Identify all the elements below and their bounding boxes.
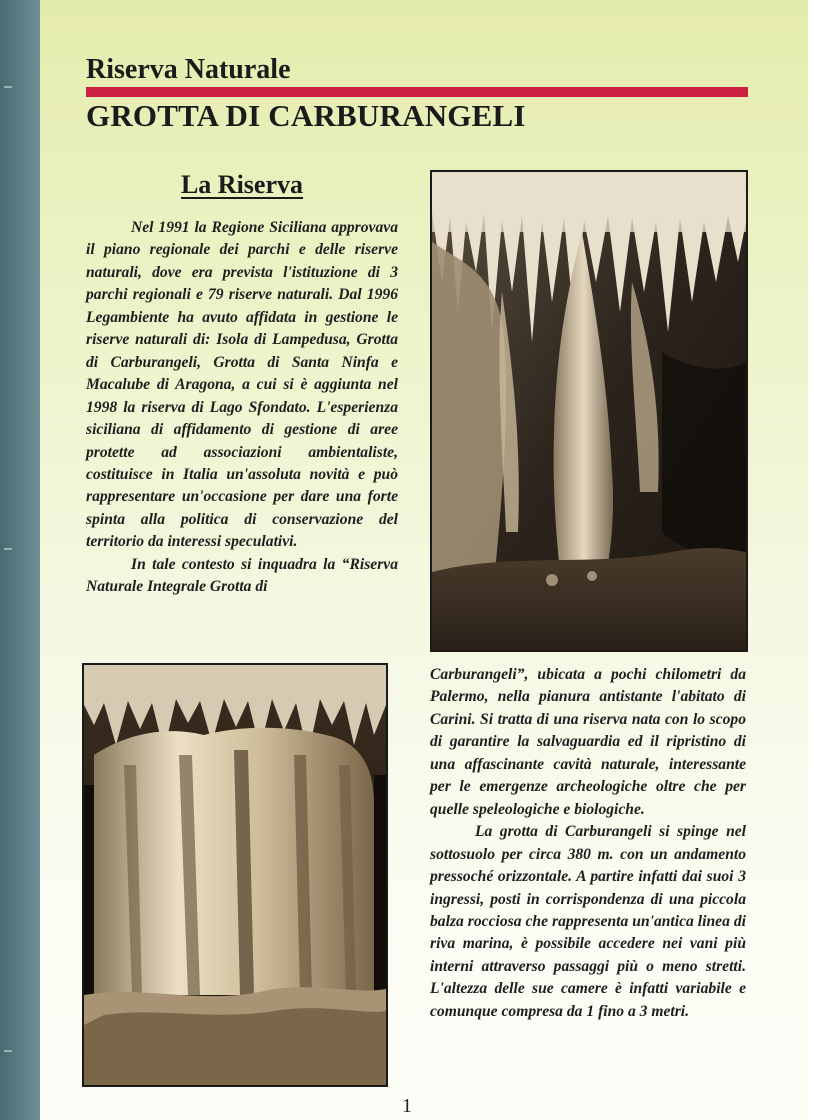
page-number: 1 — [402, 1095, 412, 1117]
section-heading: La Riserva — [180, 170, 304, 199]
page-title: GROTTA DI CARBURANGELI — [86, 98, 526, 133]
spine-mark — [4, 86, 12, 88]
right-text-column — [430, 664, 746, 1023]
paragraph: Nel 1991 la Regione Siciliana approvava il piano regionale dei parchi e delle riserve naturali, dove era prevista l'istituzione di 3 parchi regionali e 79 riserve naturali. Dal 1996 Legambiente ha avuto affidata in gestione le riserve naturali di: Isola di Lampedusa, Grotta di Carburangeli, Grotta di Santa Ninfa e Macalube di Aragona, a cui si è aggiunta nel 1998 la riserva di Lago Sfondato. L'esperienza siciliana di affidamento di gestione di aree protette ad associazioni ambientaliste, costituisce in Italia un'assoluta novità e può rappresentare un'occasione per dare una forte spinta alla politica di conservazione del territorio da interessi speculativi. — [86, 219, 398, 551]
title-accent-bar — [86, 87, 748, 97]
cave-photo-stalactites — [430, 170, 748, 652]
left-text-column — [86, 217, 398, 599]
spine-mark — [4, 548, 12, 550]
binding-spine — [0, 0, 40, 1120]
page-edge — [808, 0, 814, 1120]
cave-photo-columns — [82, 663, 388, 1087]
paragraph: In tale contesto si inquadra la “Riserva Naturale Integrale Grotta di — [86, 555, 398, 596]
paragraph: La grotta di Carburangeli si spinge nel sottosuolo per circa 380 m. con un andamento pressoché orizzontale. A partire infatti dai suoi 3 ingressi, posti in corrispondenza di una piccola balza rocciosa che rappresenta un'antica linea di riva marina, è possibile accedere nei vani più interni attraverso passaggi più o meno stretti. L'altezza delle sue camere è infatti variabile e comunque compresa da 1 fino a 3 metri. — [430, 823, 746, 1020]
spine-mark — [4, 1050, 12, 1052]
page-subtitle: Riserva Naturale — [86, 54, 291, 85]
paragraph: Carburangeli”, ubicata a pochi chilometri da Palermo, nella pianura antistante l'abitato di Carini. Si tratta di una riserva nata con lo scopo di garantire la salvaguardia ed il ripristino di una affascinante cavità naturale, interessante per le emergenze archeologiche oltre che per quelle speleologiche e biologiche. — [430, 666, 746, 818]
